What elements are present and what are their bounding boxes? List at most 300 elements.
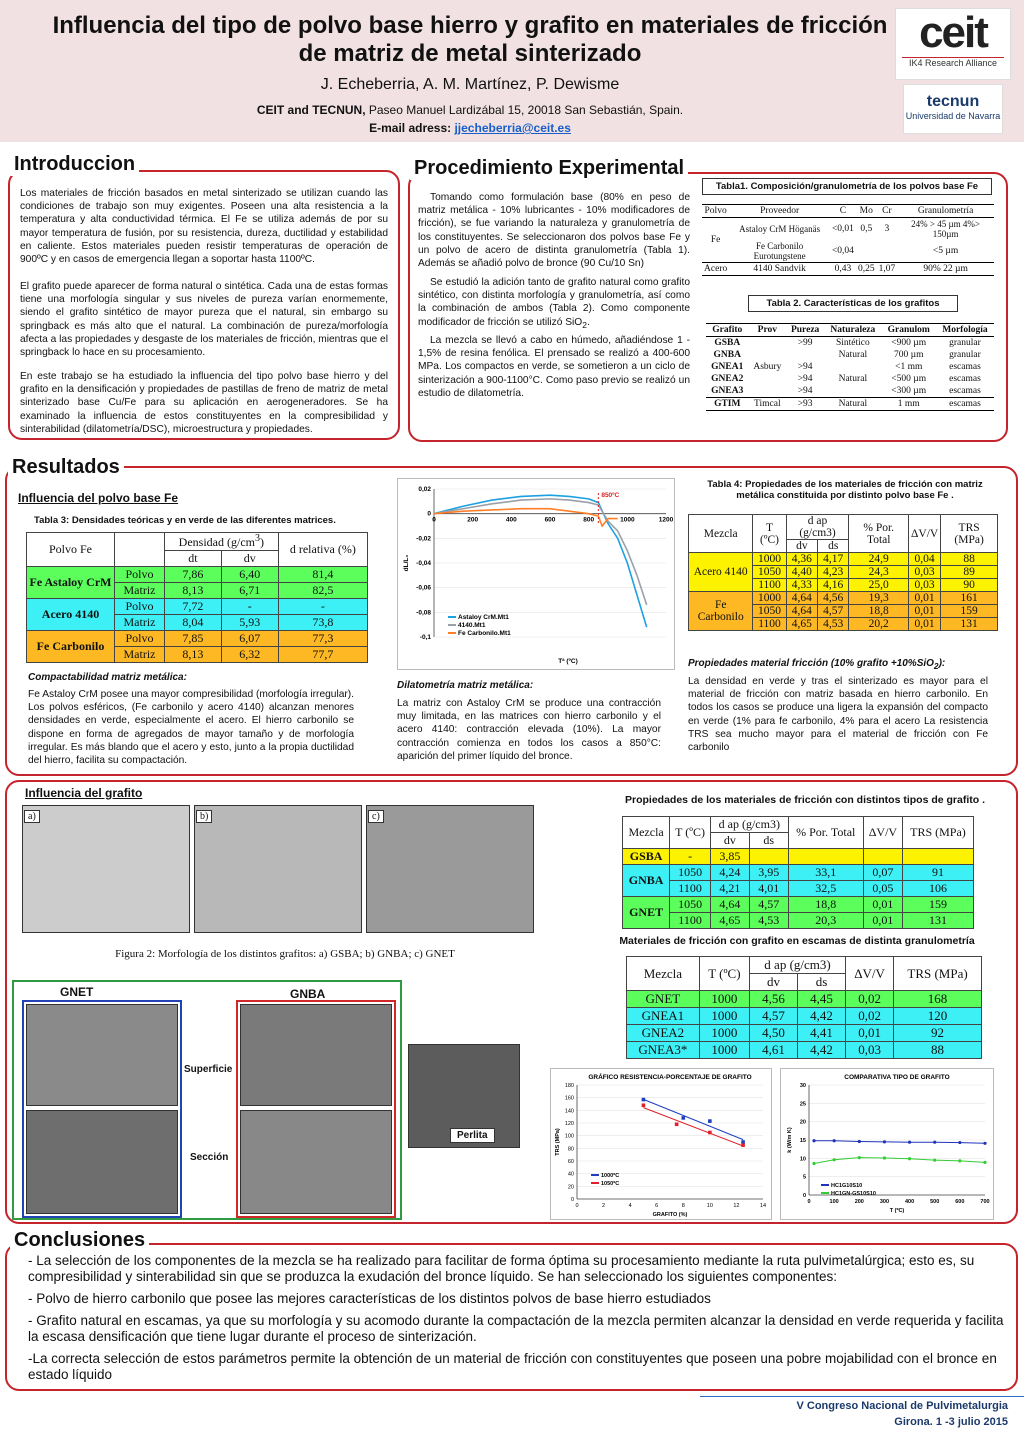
x-tick-label: 300 bbox=[879, 1199, 890, 1205]
y-tick-label: 20 bbox=[799, 1119, 806, 1126]
table5 bbox=[622, 816, 974, 929]
annotation-label: 850ºC bbox=[601, 492, 620, 499]
t3-cell: Polvo bbox=[115, 599, 165, 615]
dilatometry-text: La matriz con Astaloy CrM se produce una contracción muy limitada, en las matrices con hierro carbonilo y el acero 4140: contracción elevada (10%). La mayor contracción comienza en todos los casos a 850°C: aparición del primer líquido del bronce. bbox=[397, 698, 661, 762]
t5-cell: 4,57 bbox=[749, 897, 788, 913]
x-tick-label: 6 bbox=[655, 1203, 659, 1209]
t1-cell: <5 µm bbox=[932, 246, 959, 256]
t2-header-cell: Pureza bbox=[790, 325, 820, 335]
t4-cell: 25,0 bbox=[849, 579, 909, 592]
friction-props-title: Propiedades material fricción (10% grafito +10%SiO$_2$): bbox=[688, 658, 946, 671]
t5-header-cell: d ap (g/cm3) bbox=[710, 817, 788, 833]
y-tick-label: 180 bbox=[564, 1083, 574, 1089]
t5-cell: 4,65 bbox=[710, 913, 749, 929]
t2-cell: 1 mm bbox=[897, 399, 920, 409]
trend-line bbox=[643, 1099, 743, 1139]
table2-caption: Tabla 2. Características de los grafitos bbox=[748, 295, 958, 312]
t6-cell: 0,03 bbox=[846, 1042, 894, 1059]
intro-paragraph-2: El grafito puede aparecer de forma natural o sintética. Cada una de estas formas tiene una morfología singular y sus niveles de pureza varían enormemente, siendo el grafito sintético de mayor pureza que el natural, sin embargo su springback es más alto que el natural. La combinación de pureza/morfología afecta a las propiedades y desgaste de los materiales de fricción, mientras que el springback lo hace en su procesamiento. bbox=[20, 281, 388, 359]
t4-header-cell: ds bbox=[818, 540, 849, 553]
tecnun-logo: tecnun Universidad de Navarra bbox=[903, 84, 1003, 134]
t6-header-cell: TRS (MPa) bbox=[894, 957, 982, 991]
email-link[interactable]: jjecheberria@ceit.es bbox=[454, 121, 571, 135]
x-tick-label: 14 bbox=[759, 1203, 767, 1209]
t5-cell: 0,01 bbox=[863, 897, 902, 913]
t2-cell: Timcal bbox=[754, 399, 781, 409]
y-tick-label: -0,04 bbox=[416, 560, 431, 567]
t2-cell: GSBA bbox=[714, 338, 741, 348]
t1-cell: Acero bbox=[704, 264, 728, 274]
data-point bbox=[908, 1141, 911, 1144]
y-tick-label: 160 bbox=[564, 1095, 574, 1102]
data-point bbox=[642, 1103, 646, 1107]
section-label: Sección bbox=[190, 1152, 229, 1163]
x-tick-label: 0 bbox=[432, 516, 436, 524]
legend-label: HC1G10S10 bbox=[831, 1183, 863, 1189]
t5-cell: 4,64 bbox=[710, 897, 749, 913]
t2-cell: <1 mm bbox=[895, 362, 923, 372]
gnba-section-image bbox=[240, 1110, 392, 1214]
t3-header-cell: dv bbox=[221, 551, 278, 567]
legend-label: HC1GN-GS10S10 bbox=[831, 1191, 876, 1197]
data-point bbox=[858, 1140, 861, 1143]
t4-cell: 90 bbox=[941, 579, 998, 592]
t1-cell: 1,07 bbox=[878, 264, 896, 274]
x-tick-label: 600 bbox=[544, 516, 556, 524]
t3-cell: Polvo bbox=[115, 631, 165, 647]
t5-cell: 131 bbox=[902, 913, 973, 929]
t6-cell: 0,02 bbox=[846, 991, 894, 1008]
data-point bbox=[858, 1156, 861, 1159]
procedure-paragraph-1: Tomando como formulación base (80% en peso de matriz metálica - 10% lubricantes - 10% modificadores de fricción), se fue variando la naturaleza y granulometría de los constituyentes. Se seleccionaron dos polvos base Fe y un polvo de acero de distinta granulometría (Tabla 1). Además se añadió polvo de bronce (90 Cu/10 Sn) bbox=[418, 192, 690, 270]
t5-cell: 18,8 bbox=[788, 897, 863, 913]
t4-cell: 24,3 bbox=[849, 566, 909, 579]
t2-cell: <900 µm bbox=[891, 338, 927, 348]
y-tick-label: 15 bbox=[799, 1138, 806, 1144]
t1-header-cell: Polvo bbox=[704, 206, 727, 216]
t4-cell: 4,36 bbox=[786, 553, 817, 566]
t3-cell: Fe Carbonilo bbox=[27, 631, 115, 663]
x-tick-label: 1000 bbox=[620, 516, 635, 524]
t4-cell: 4,64 bbox=[786, 605, 817, 618]
trs-graphite-svg bbox=[551, 1069, 773, 1221]
t6-cell: GNEA2 bbox=[627, 1025, 700, 1042]
trs-graphite-chart bbox=[550, 1068, 772, 1220]
t3-cell: 7,72 bbox=[165, 599, 222, 615]
x-tick-label: 800 bbox=[583, 516, 595, 524]
poster-title: Influencia del tipo de polvo base hierro y grafito en materiales de fricción de matriz de metal sinterizado bbox=[52, 12, 888, 67]
data-point bbox=[883, 1156, 886, 1159]
t5-header-cell: ds bbox=[749, 833, 788, 849]
table4 bbox=[688, 514, 998, 631]
t5-cell: 1050 bbox=[670, 897, 711, 913]
t4-cell: Acero 4140 bbox=[689, 553, 753, 592]
t5-cell: 4,01 bbox=[749, 881, 788, 897]
authors: J. Echeberria, A. M. Martínez, P. Dewisme bbox=[320, 76, 620, 93]
x-tick-label: 500 bbox=[930, 1199, 940, 1205]
x-tick-label: 10 bbox=[706, 1203, 713, 1209]
y-tick-label: 25 bbox=[799, 1101, 806, 1108]
t3-cell: Matriz bbox=[115, 647, 165, 663]
t6-cell: GNEA3* bbox=[627, 1042, 700, 1059]
t2-cell: >94 bbox=[797, 374, 813, 384]
t4-header-cell: d ap (g/cm3) bbox=[786, 515, 849, 540]
t1-cell: <0,04 bbox=[831, 246, 854, 256]
t5-cell: 1100 bbox=[670, 881, 711, 897]
t2-cell: 700 µm bbox=[893, 350, 924, 360]
y-tick-label: 120 bbox=[564, 1121, 574, 1127]
email-line: E-mail adress: jjecheberria@ceit.es bbox=[369, 121, 571, 135]
data-point bbox=[833, 1139, 836, 1142]
t6-cell: 1000 bbox=[699, 991, 749, 1008]
t6-header-cell: ΔV/V bbox=[846, 957, 894, 991]
t5-cell: 0,05 bbox=[863, 881, 902, 897]
y-tick-label: 0,02 bbox=[418, 486, 431, 493]
t5-cell: 1100 bbox=[670, 913, 711, 929]
t4-cell: 131 bbox=[941, 618, 998, 631]
t4-cell: 1100 bbox=[753, 579, 786, 592]
data-point bbox=[983, 1161, 986, 1164]
data-point bbox=[958, 1141, 961, 1144]
x-tick-label: 1200 bbox=[658, 516, 674, 524]
t4-cell: 1000 bbox=[753, 553, 786, 566]
gnet-label: GNET bbox=[60, 985, 94, 999]
t5-cell: 33,1 bbox=[788, 865, 863, 881]
dilatometry-title: Dilatometría matriz metálica: bbox=[397, 680, 534, 691]
t6-cell: 4,42 bbox=[798, 1042, 846, 1059]
t4-cell: 4,57 bbox=[818, 605, 849, 618]
t1-cell: 0,5 bbox=[860, 224, 873, 234]
t6-header-cell: ds bbox=[798, 974, 846, 991]
y-tick-label: 140 bbox=[564, 1108, 574, 1115]
t3-cell: 73,8 bbox=[278, 615, 367, 631]
procedure-title: Procedimiento Experimental bbox=[410, 157, 688, 180]
t1-cell: 90% 22 µm bbox=[923, 264, 968, 274]
t4-cell: 0,01 bbox=[909, 592, 941, 605]
legend-label: 4140.Mt1 bbox=[458, 622, 486, 629]
t2-header-cell: Naturaleza bbox=[830, 325, 876, 335]
t3-cell: 5,93 bbox=[221, 615, 278, 631]
t2-cell: <500 µm bbox=[891, 374, 927, 384]
thermal-conductivity-chart bbox=[780, 1068, 994, 1220]
t4-header-cell: ΔV/V bbox=[909, 515, 941, 553]
sem-image-gnet bbox=[366, 805, 534, 933]
t2-cell: granular bbox=[949, 350, 981, 360]
fig-label-a: a) bbox=[24, 810, 40, 823]
data-point bbox=[675, 1122, 679, 1126]
results-title: Resultados bbox=[8, 456, 124, 479]
data-point bbox=[983, 1142, 986, 1145]
series-line bbox=[434, 495, 647, 627]
table6 bbox=[626, 956, 982, 1059]
t1-header-cell: Granulometría bbox=[917, 206, 974, 216]
t6-header-cell: Mezcla bbox=[627, 957, 700, 991]
t2-header-cell: Grafito bbox=[712, 325, 743, 335]
conclusions-list bbox=[28, 1253, 1004, 1383]
data-point bbox=[812, 1139, 815, 1142]
t6-cell: 4,61 bbox=[749, 1042, 797, 1059]
t4-cell: 4,64 bbox=[786, 592, 817, 605]
fig-label-b: b) bbox=[196, 810, 212, 823]
t3-cell: 77,3 bbox=[278, 631, 367, 647]
t1-cell: Fe Carbonilo Eurotungstene bbox=[753, 241, 806, 261]
t3-cell: 6,07 bbox=[221, 631, 278, 647]
x-tick-label: 200 bbox=[467, 516, 479, 524]
t2-cell: granular bbox=[949, 338, 981, 348]
t2-cell: escamas bbox=[949, 399, 981, 409]
thermal-conductivity-svg bbox=[781, 1069, 995, 1221]
t5-cell: 91 bbox=[902, 865, 973, 881]
t4-cell: 159 bbox=[941, 605, 998, 618]
t4-cell: 0,03 bbox=[909, 579, 941, 592]
x-tick-label: 12 bbox=[733, 1203, 740, 1209]
t5-header-cell: T (ºC) bbox=[670, 817, 711, 849]
y-tick-label: 0 bbox=[427, 510, 431, 518]
procedure-paragraph-2: Se estudió la adición tanto de grafito natural como grafito sintético, con distinta morfología y granulometría, así como la combinación de ambos (Tabla 2). Como componente modificador de fricción se utilizó SiO$_2$. bbox=[418, 277, 690, 330]
t3-cell: 6,71 bbox=[221, 583, 278, 599]
t5-cell: 159 bbox=[902, 897, 973, 913]
friction-props-text: La densidad en verde y tras el sinterizado es mayor para el material de fricción con matriz basada en hierro carbonilo. En todos los casos se produce una ligera la expansión del compacto en verde (1% para fe carbonilo, 4% para el acero La resistencia TRS sea mucho mayor para el material de fricción con Fe carbonilo bbox=[688, 676, 988, 754]
subsection-fe-powder: Influencia del polvo base Fe bbox=[18, 491, 179, 505]
t4-cell: 0,01 bbox=[909, 618, 941, 631]
y-tick-label: -0,1 bbox=[419, 634, 431, 641]
t3-cell: - bbox=[278, 599, 367, 615]
t3-cell: 7,86 bbox=[165, 567, 222, 583]
t4-cell: 4,16 bbox=[818, 579, 849, 592]
t2-cell: GTIM bbox=[714, 399, 741, 409]
t2-cell: Sintético bbox=[835, 338, 870, 348]
t4-cell: Fe Carbonilo bbox=[689, 592, 753, 631]
t3-header-cell: d relativa (%) bbox=[278, 533, 367, 567]
t2-cell: >94 bbox=[797, 386, 813, 396]
t4-cell: 89 bbox=[941, 566, 998, 579]
t6-cell: 4,41 bbox=[798, 1025, 846, 1042]
x-tick-label: 200 bbox=[854, 1199, 864, 1205]
t1-header-cell: Mo bbox=[859, 206, 873, 216]
t5-cell: 20,3 bbox=[788, 913, 863, 929]
x-tick-label: 0 bbox=[575, 1203, 579, 1209]
t3-header-cell: Densidad $(g/cm^3)$ bbox=[165, 533, 279, 551]
chart-title: GRÁFICO RESISTENCIA-PORCENTAJE DE GRAFITO bbox=[588, 1074, 752, 1081]
t6-cell: 0,02 bbox=[846, 1008, 894, 1025]
t5-cell: 4,21 bbox=[710, 881, 749, 897]
t3-cell: 81,4 bbox=[278, 567, 367, 583]
data-point bbox=[741, 1140, 745, 1144]
y-tick-label: 20 bbox=[567, 1184, 574, 1191]
fig-label-c: c) bbox=[368, 810, 384, 823]
footer-line bbox=[700, 1396, 1024, 1397]
t3-cell: 82,5 bbox=[278, 583, 367, 599]
t5-cell: 4,24 bbox=[710, 865, 749, 881]
t2-header-cell: Granulom bbox=[887, 325, 930, 335]
conclusion-item: - Grafito natural en escamas, ya que su morfología y su acomodo durante la compactación de la mezcla permiten alcanzar la densidad en verde requerida y facilita la escasa densificación que tiene lugar durante el proceso de sinterización. bbox=[28, 1313, 1004, 1344]
t4-cell: 161 bbox=[941, 592, 998, 605]
data-point bbox=[681, 1116, 685, 1120]
data-point bbox=[908, 1157, 911, 1160]
t2-cell: escamas bbox=[949, 386, 981, 396]
t3-cell: Polvo bbox=[115, 567, 165, 583]
t6-header-cell: T (ºC) bbox=[699, 957, 749, 991]
t5-cell: 106 bbox=[902, 881, 973, 897]
t2-cell: Asbury bbox=[753, 362, 782, 372]
table5-caption: Propiedades de los materiales de fricción con distintos tipos de grafito . bbox=[625, 794, 985, 806]
gnba-label: GNBA bbox=[290, 987, 326, 1001]
t1-cell: 3 bbox=[884, 224, 890, 234]
legend-label: Astaloy CrM.Mt1 bbox=[458, 614, 509, 621]
y-tick-label: 5 bbox=[802, 1174, 806, 1181]
t6-header-cell: d ap (g/cm3) bbox=[749, 957, 845, 974]
t6-cell: 4,45 bbox=[798, 991, 846, 1008]
t4-cell: 18,8 bbox=[849, 605, 909, 618]
y-tick-label: 30 bbox=[799, 1083, 806, 1089]
t1-cell: Astaloy CrM Höganäs bbox=[739, 224, 821, 234]
t2-cell: >93 bbox=[797, 399, 813, 409]
t5-cell: GSBA bbox=[623, 849, 670, 865]
t5-cell: 3,95 bbox=[749, 865, 788, 881]
x-axis-label: T (ºC) bbox=[889, 1208, 905, 1214]
t6-cell: 92 bbox=[894, 1025, 982, 1042]
t5-cell: 32,5 bbox=[788, 881, 863, 897]
t1-cell: 0,43 bbox=[834, 264, 852, 274]
x-tick-label: 100 bbox=[829, 1199, 839, 1205]
table3-caption: Tabla 3: Densidades teóricas y en verde de las diferentes matrices. bbox=[34, 515, 336, 526]
t2-cell: Natural bbox=[838, 399, 868, 409]
y-tick-label: -0,08 bbox=[416, 609, 431, 617]
t6-header-cell: dv bbox=[749, 974, 797, 991]
t1-cell: Fe bbox=[710, 235, 721, 245]
t5-cell: 0,07 bbox=[863, 865, 902, 881]
t4-header-cell: TRS (MPa) bbox=[941, 515, 998, 553]
t5-cell: 3,85 bbox=[710, 849, 749, 865]
t3-cell: Acero 4140 bbox=[27, 599, 115, 631]
intro-paragraph-3: En este trabajo se ha estudiado la influencia del tipo polvo base hierro y del grafito en la densificación y propiedades de pastillas de freno de matriz de metal sinterizado base Cu/Fe para su aplicación en aerogeneradores. Se ha examinado la influencia de estos constituyentes en la compresibilidad y sinterabilidad (dilatometría/DSC), microestructura y propiedades. bbox=[20, 371, 388, 435]
t2-cell: GNEA2 bbox=[711, 374, 744, 384]
t6-cell: 168 bbox=[894, 991, 982, 1008]
t3-cell: Fe Astaloy CrM bbox=[27, 567, 115, 599]
t3-cell: 8,13 bbox=[165, 647, 222, 663]
t6-cell: 4,57 bbox=[749, 1008, 797, 1025]
x-tick-label: 8 bbox=[681, 1203, 685, 1209]
trend-line bbox=[643, 1108, 743, 1146]
t4-cell: 19,3 bbox=[849, 592, 909, 605]
legend-label: 1050ºC bbox=[601, 1181, 620, 1187]
y-tick-label: 0 bbox=[802, 1193, 806, 1199]
x-tick-label: 400 bbox=[904, 1199, 915, 1205]
t1-cell: <0,01 bbox=[831, 224, 854, 234]
t3-cell: 6,40 bbox=[221, 567, 278, 583]
table6-caption: Materiales de fricción con grafito en escamas de distinta granulometría bbox=[619, 935, 975, 947]
data-point bbox=[958, 1159, 961, 1162]
t2-cell: <300 µm bbox=[891, 386, 927, 396]
series-line bbox=[434, 499, 647, 605]
figure2-caption: Figura 2: Morfología de los distintos grafitos: a) GSBA; b) GNBA; c) GNET bbox=[115, 948, 455, 960]
t2-cell: Natural bbox=[838, 374, 868, 384]
t6-cell: 88 bbox=[894, 1042, 982, 1059]
t4-header-cell: dv bbox=[786, 540, 817, 553]
t6-cell: 1000 bbox=[699, 1025, 749, 1042]
t1-cell: 24% > 45 µm 4%> 150µm bbox=[911, 219, 981, 239]
t3-cell: Matriz bbox=[115, 615, 165, 631]
y-axis-label: k (W/m K) bbox=[787, 1127, 793, 1153]
y-axis-label: dL/L₀ bbox=[403, 554, 410, 572]
t5-cell: GNBA bbox=[623, 865, 670, 897]
gnet-surface-image bbox=[26, 1004, 178, 1106]
y-tick-label: -0,02 bbox=[416, 535, 431, 543]
t5-header-cell: Mezcla bbox=[623, 817, 670, 849]
affiliation: CEIT and TECNUN, Paseo Manuel Lardizábal 15, 20018 San Sebastián, Spain. bbox=[256, 103, 684, 117]
footer-congress: V Congreso Nacional de Pulvimetalurgia bbox=[796, 1400, 1008, 1412]
t5-cell: 4,53 bbox=[749, 913, 788, 929]
dilatometry-svg bbox=[398, 479, 676, 671]
surface-label: Superficie bbox=[184, 1064, 233, 1075]
t5-cell: - bbox=[670, 849, 711, 865]
x-tick-label: 400 bbox=[505, 516, 517, 524]
gnba-surface-image bbox=[240, 1004, 392, 1106]
x-tick-label: 2 bbox=[602, 1203, 606, 1209]
t4-cell: 4,65 bbox=[786, 618, 817, 631]
t1-header-cell: Proveedor bbox=[760, 206, 800, 216]
t5-cell: 0,01 bbox=[863, 913, 902, 929]
conclusions-title: Conclusiones bbox=[10, 1229, 149, 1252]
t2-cell bbox=[824, 361, 881, 373]
data-point bbox=[883, 1140, 886, 1143]
t5-header-cell: ΔV/V bbox=[863, 817, 902, 849]
data-point bbox=[812, 1162, 815, 1165]
t2-header-cell: Morfología bbox=[942, 325, 988, 335]
sem-image-gnba bbox=[194, 805, 362, 933]
compactability-text: Fe Astaloy CrM posee una mayor compresibilidad (morfología irregular). Los polvos esféricos, (Fe carbonilo y acero 4140) alcanzan menores densidades en verde, especialmente el acero. El hierro carbonilo se dispone en forma de agregados de mayor tamaño y de morfología irregular. Es más blando que el acero y esto, junto a la propia ductilidad del hierro, facilita su compactación. bbox=[28, 689, 354, 767]
t2-cell: >99 bbox=[797, 338, 813, 348]
t4-cell: 1100 bbox=[753, 618, 786, 631]
x-axis-label: GRAFITO (%) bbox=[652, 1212, 688, 1218]
x-axis-label: Tª (ºC) bbox=[558, 658, 578, 665]
t6-cell: 120 bbox=[894, 1008, 982, 1025]
t1-header-cell: C bbox=[839, 206, 847, 216]
dilatometry-chart bbox=[397, 478, 675, 670]
t6-cell: 4,56 bbox=[749, 991, 797, 1008]
conclusion-item: -La correcta selección de estos parámetros permite la obtención de un material de fricción con constituyentes que poseen una pobre mojabilidad con el bronce en estado líquido bbox=[28, 1351, 997, 1382]
gnet-section-image bbox=[26, 1110, 178, 1214]
subsection-graphite: Influencia del grafito bbox=[22, 786, 145, 800]
t6-cell: 4,50 bbox=[749, 1025, 797, 1042]
data-point bbox=[708, 1119, 712, 1123]
t2-header-cell: Prov bbox=[757, 325, 778, 335]
chart-title: COMPARATIVA TIPO DE GRAFITO bbox=[844, 1074, 950, 1081]
t4-cell: 0,01 bbox=[909, 605, 941, 618]
t2-cell: GNBA bbox=[713, 350, 741, 360]
table4-caption: Tabla 4: Propiedades de los materiales de fricción con matriz metálica constituida por distinto polvo base Fe . bbox=[707, 479, 983, 501]
t4-cell: 4,33 bbox=[786, 579, 817, 592]
t5-cell: GNET bbox=[623, 897, 670, 929]
y-tick-label: 40 bbox=[567, 1171, 574, 1178]
conclusion-item: - La selección de los componentes de la mezcla se ha realizado para facilitar de forma óptima su procesamiento mediante la ruta pulvimetalúrgica; esto es, su compresibilidad y sinterabilidad sin que se produzca la exudación del bronce líquido. Se han seleccionado los siguientes componentes: bbox=[28, 1253, 975, 1284]
t6-cell: 1000 bbox=[699, 1042, 749, 1059]
table1 bbox=[702, 204, 994, 276]
t2-cell bbox=[786, 349, 824, 361]
t4-header-cell: T (ºC) bbox=[753, 515, 786, 553]
t6-cell: GNEA1 bbox=[627, 1008, 700, 1025]
t4-cell: 4,40 bbox=[786, 566, 817, 579]
t3-cell: Matriz bbox=[115, 583, 165, 599]
y-tick-label: 60 bbox=[567, 1159, 574, 1165]
t2-cell: Natural bbox=[838, 350, 868, 360]
t4-cell: 1050 bbox=[753, 605, 786, 618]
ceit-logo: ceit IK4 Research Alliance bbox=[895, 8, 1011, 80]
t3-cell: 8,13 bbox=[165, 583, 222, 599]
compactability-title: Compactabilidad matriz metálica: bbox=[28, 672, 187, 683]
y-tick-label: 10 bbox=[799, 1156, 806, 1163]
t4-cell: 0,03 bbox=[909, 566, 941, 579]
